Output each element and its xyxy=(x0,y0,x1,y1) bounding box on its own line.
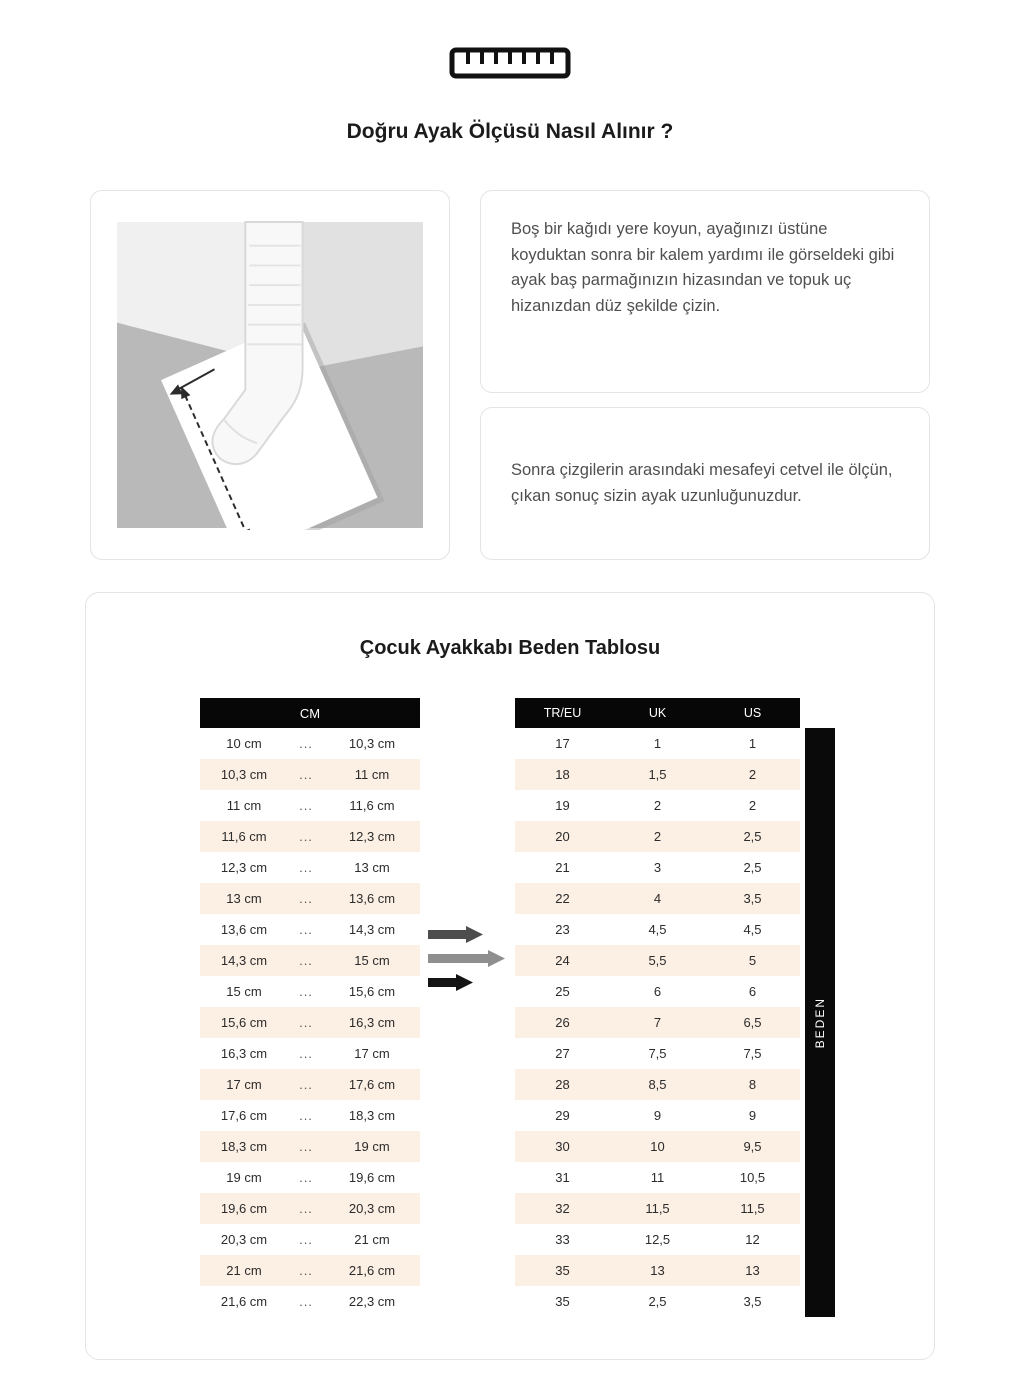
us-value: 2,5 xyxy=(743,860,762,875)
cm-min-value: 21,6 cm xyxy=(220,1294,268,1309)
us-value: 7,5 xyxy=(743,1046,762,1061)
size-table-card xyxy=(85,592,935,1360)
range-dots: ... xyxy=(299,1015,313,1030)
header-uk: UK xyxy=(648,706,667,720)
size-table-row xyxy=(515,945,800,976)
size-table-row xyxy=(515,883,800,914)
cm-min-value: 11,6 cm xyxy=(221,829,267,844)
cm-min-value: 16,3 cm xyxy=(220,1046,268,1061)
range-dots: ... xyxy=(299,736,313,751)
cm-max-value: 11 cm xyxy=(354,767,390,782)
size-table-row xyxy=(515,821,800,852)
size-table-row xyxy=(515,728,800,759)
cm-min-value: 17,6 cm xyxy=(220,1108,268,1123)
uk-value: 11,5 xyxy=(645,1201,670,1216)
range-dots: ... xyxy=(299,984,313,999)
uk-value: 1,5 xyxy=(648,767,667,782)
uk-value: 11 xyxy=(650,1170,665,1185)
tr-eu-value: 33 xyxy=(555,1232,570,1247)
uk-value: 6 xyxy=(653,984,662,999)
arrows-column xyxy=(420,698,515,992)
cm-min-value: 17 cm xyxy=(226,1077,262,1092)
size-table-row xyxy=(515,1131,800,1162)
right-arrows-icon xyxy=(428,926,508,992)
page-title: Doğru Ayak Ölçüsü Nasıl Alınır ? xyxy=(346,120,674,143)
size-table-row xyxy=(515,1069,800,1100)
cm-max-value: 13,6 cm xyxy=(348,891,396,906)
us-value: 5 xyxy=(748,953,757,968)
tr-eu-value: 18 xyxy=(555,767,570,782)
cm-table-row xyxy=(200,1162,420,1193)
cm-max-value: 12,3 cm xyxy=(348,829,396,844)
uk-value: 1 xyxy=(653,736,662,751)
size-table-row xyxy=(515,1193,800,1224)
uk-value: 7,5 xyxy=(648,1046,667,1061)
us-value: 2 xyxy=(748,767,757,782)
cm-table-header xyxy=(200,698,420,728)
size-table-row xyxy=(515,1286,800,1317)
cm-table-row xyxy=(200,1069,420,1100)
cm-max-value: 10,3 cm xyxy=(348,736,396,751)
range-dots: ... xyxy=(299,798,313,813)
header-us: US xyxy=(743,706,762,720)
cm-table-row xyxy=(200,945,420,976)
cm-min-value: 13,6 cm xyxy=(220,922,268,937)
size-table-row xyxy=(515,1007,800,1038)
uk-value: 8,5 xyxy=(648,1077,667,1092)
cm-table-row xyxy=(200,976,420,1007)
cm-table-row xyxy=(200,728,420,759)
cm-table-row xyxy=(200,1286,420,1317)
us-value: 1 xyxy=(748,736,757,751)
cm-min-value: 19,6 cm xyxy=(220,1201,268,1216)
range-dots: ... xyxy=(299,1108,313,1123)
cm-max-value: 22,3 cm xyxy=(348,1294,396,1309)
instruction-step-1: Boş bir kağıdı yere koyun, ayağınızı üstüne koyduktan sonra bir kalem yardımı ile görseldeki gibi ayak baş parmağınızın hizasından ve topuk uç hizanızdan düz şekilde çizin. xyxy=(511,220,895,315)
cm-max-value: 19,6 cm xyxy=(348,1170,396,1185)
beden-side-bar xyxy=(805,728,835,1317)
cm-max-value: 21 cm xyxy=(354,1232,390,1247)
uk-value: 4 xyxy=(653,891,662,906)
tr-eu-value: 32 xyxy=(555,1201,570,1216)
us-value: 8 xyxy=(748,1077,757,1092)
size-table-row xyxy=(515,1255,800,1286)
range-dots: ... xyxy=(299,922,313,937)
cm-table-row xyxy=(200,759,420,790)
cm-max-value: 13 cm xyxy=(354,860,390,875)
cm-header-label: CM xyxy=(299,705,321,721)
cm-table-row xyxy=(200,1038,420,1069)
cm-min-value: 21 cm xyxy=(226,1263,262,1278)
instruction-card-2 xyxy=(480,407,930,560)
cm-min-value: 10,3 cm xyxy=(220,767,268,782)
uk-value: 3 xyxy=(653,860,662,875)
cm-table-row xyxy=(200,790,420,821)
cm-min-value: 15 cm xyxy=(226,984,262,999)
cm-table-row xyxy=(200,883,420,914)
foot-measure-photo-card xyxy=(90,190,450,560)
cm-min-value: 10 cm xyxy=(226,736,262,751)
cm-table-body xyxy=(200,728,420,1317)
cm-min-value: 13 cm xyxy=(226,891,262,906)
cm-max-value: 18,3 cm xyxy=(348,1108,396,1123)
cm-min-value: 18,3 cm xyxy=(220,1139,268,1154)
cm-max-value: 14,3 cm xyxy=(348,922,396,937)
cm-table-row xyxy=(200,821,420,852)
tr-eu-value: 35 xyxy=(555,1263,570,1278)
foot-measure-illustration xyxy=(117,220,423,530)
size-table-row xyxy=(515,976,800,1007)
uk-value: 2,5 xyxy=(648,1294,667,1309)
tr-eu-value: 23 xyxy=(555,922,570,937)
size-tables xyxy=(86,698,934,1317)
cm-max-value: 19 cm xyxy=(354,1139,390,1154)
cm-table-row xyxy=(200,1255,420,1286)
size-table-row xyxy=(515,759,800,790)
tr-eu-value: 22 xyxy=(555,891,570,906)
range-dots: ... xyxy=(299,1046,313,1061)
uk-value: 2 xyxy=(653,798,662,813)
cm-table-row xyxy=(200,1224,420,1255)
cm-max-value: 17 cm xyxy=(354,1046,390,1061)
tr-eu-value: 20 xyxy=(555,829,570,844)
instruction-step-2: Sonra çizgilerin arasındaki mesafeyi cetvel ile ölçün, çıkan sonuç sizin ayak uzunluğunuzdur. xyxy=(511,460,893,505)
cm-max-value: 16,3 cm xyxy=(348,1015,396,1030)
size-table-row xyxy=(515,1100,800,1131)
cm-min-value: 14,3 cm xyxy=(220,953,268,968)
cm-table-row xyxy=(200,914,420,945)
us-value: 2 xyxy=(748,798,757,813)
beden-label: BEDEN xyxy=(813,996,827,1049)
uk-value: 12,5 xyxy=(644,1232,671,1247)
us-value: 4,5 xyxy=(743,922,762,937)
cm-table-row xyxy=(200,1193,420,1224)
tr-eu-value: 27 xyxy=(555,1046,570,1061)
us-value: 3,5 xyxy=(743,1294,762,1309)
range-dots: ... xyxy=(299,1263,313,1278)
us-value: 12 xyxy=(745,1232,760,1247)
cm-min-value: 19 cm xyxy=(226,1170,262,1185)
cm-max-value: 15 cm xyxy=(354,953,390,968)
us-value: 2,5 xyxy=(743,829,762,844)
uk-value: 5,5 xyxy=(648,953,667,968)
cm-min-value: 15,6 cm xyxy=(220,1015,268,1030)
cm-table-row xyxy=(200,1007,420,1038)
cm-max-value: 20,3 cm xyxy=(348,1201,396,1216)
range-dots: ... xyxy=(299,1232,313,1247)
cm-min-value: 20,3 cm xyxy=(220,1232,268,1247)
uk-value: 7 xyxy=(653,1015,662,1030)
tr-eu-value: 31 xyxy=(555,1170,570,1185)
cm-max-value: 15,6 cm xyxy=(348,984,396,999)
size-table-header xyxy=(515,698,800,728)
cm-table-row xyxy=(200,1131,420,1162)
tr-eu-value: 21 xyxy=(555,860,570,875)
cm-max-value: 21,6 cm xyxy=(348,1263,396,1278)
range-dots: ... xyxy=(299,1294,313,1309)
instructions-column xyxy=(480,190,930,560)
us-value: 10,5 xyxy=(739,1170,766,1185)
uk-value: 9 xyxy=(653,1108,662,1123)
tr-eu-value: 19 xyxy=(555,798,570,813)
uk-value: 2 xyxy=(653,829,662,844)
us-value: 11,5 xyxy=(740,1201,765,1216)
range-dots: ... xyxy=(299,1170,313,1185)
range-dots: ... xyxy=(299,860,313,875)
uk-value: 13 xyxy=(650,1263,665,1278)
uk-value: 4,5 xyxy=(648,922,667,937)
size-table-row xyxy=(515,1224,800,1255)
tr-eu-value: 25 xyxy=(555,984,570,999)
range-dots: ... xyxy=(299,891,313,906)
instruction-card-1 xyxy=(480,190,930,393)
tr-eu-value: 30 xyxy=(555,1139,570,1154)
range-dots: ... xyxy=(299,953,313,968)
tr-eu-value: 26 xyxy=(555,1015,570,1030)
tr-eu-value: 35 xyxy=(555,1294,570,1309)
size-table-title: Çocuk Ayakkabı Beden Tablosu xyxy=(359,637,661,659)
tr-eu-value: 17 xyxy=(555,736,570,751)
range-dots: ... xyxy=(299,1139,313,1154)
how-to-section xyxy=(90,190,930,560)
range-dots: ... xyxy=(299,767,313,782)
range-dots: ... xyxy=(299,1201,313,1216)
us-value: 9,5 xyxy=(743,1139,762,1154)
cm-max-value: 11,6 cm xyxy=(349,798,395,813)
size-table-row xyxy=(515,790,800,821)
cm-min-value: 11 cm xyxy=(226,798,262,813)
uk-value: 10 xyxy=(650,1139,665,1154)
us-value: 3,5 xyxy=(743,891,762,906)
us-value: 13 xyxy=(745,1263,760,1278)
size-table-body xyxy=(515,728,800,1317)
size-table-row xyxy=(515,914,800,945)
tr-eu-value: 28 xyxy=(555,1077,570,1092)
us-value: 6,5 xyxy=(743,1015,762,1030)
cm-max-value: 17,6 cm xyxy=(348,1077,396,1092)
tr-eu-value: 29 xyxy=(555,1108,570,1123)
size-table xyxy=(515,698,800,1317)
us-value: 6 xyxy=(748,984,757,999)
cm-table xyxy=(200,698,420,1317)
header-tr-eu: TR/EU xyxy=(543,706,582,720)
tr-eu-value: 24 xyxy=(555,953,570,968)
cm-table-row xyxy=(200,1100,420,1131)
cm-table-row xyxy=(200,852,420,883)
size-table-row xyxy=(515,1038,800,1069)
size-table-row xyxy=(515,1162,800,1193)
cm-min-value: 12,3 cm xyxy=(220,860,268,875)
ruler-icon xyxy=(0,46,1020,80)
range-dots: ... xyxy=(299,829,313,844)
size-table-row xyxy=(515,852,800,883)
us-value: 9 xyxy=(748,1108,757,1123)
range-dots: ... xyxy=(299,1077,313,1092)
